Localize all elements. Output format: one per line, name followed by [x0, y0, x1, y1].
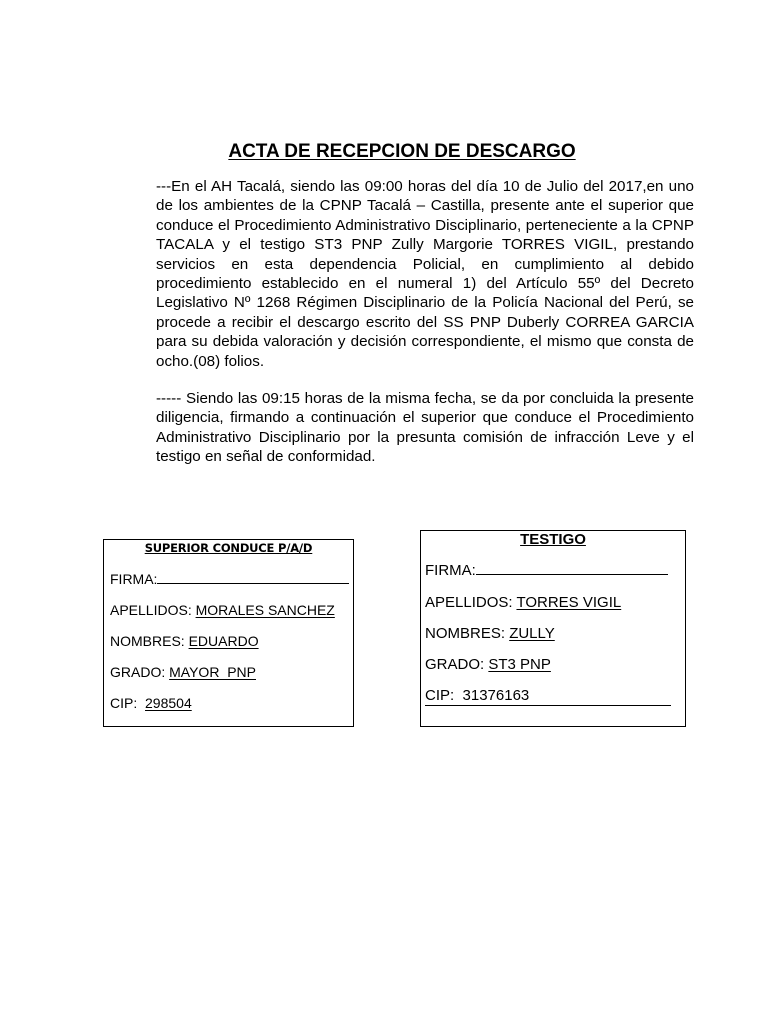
superior-signature-line [157, 582, 349, 584]
superior-nombres-field [110, 633, 259, 649]
superior-grado-label: GRADO: [110, 664, 166, 680]
superior-grado-value: MAYOR PNP [169, 664, 256, 680]
testigo-grado-value: ST3 PNP [488, 656, 551, 673]
superior-signature-box [103, 539, 354, 727]
superior-heading: SUPERIOR CONDUCE P/A/D [144, 541, 313, 555]
superior-apellidos-value: MORALES SANCHEZ [195, 602, 335, 618]
document-title: ACTA DE RECEPCION DE DESCARGO [228, 141, 576, 162]
testigo-cip-field [425, 687, 671, 706]
testigo-firma-field [425, 562, 668, 579]
superior-firma-label: FIRMA: [110, 571, 158, 587]
testigo-cip-underline [425, 687, 671, 706]
testigo-signature-line [476, 573, 668, 575]
testigo-nombres-value: ZULLY [509, 625, 555, 642]
superior-apellidos-field [110, 602, 335, 618]
testigo-cip-value: 31376163 [462, 687, 530, 704]
testigo-nombres-field [425, 625, 555, 642]
testigo-cip-label: CIP: [425, 687, 455, 704]
testigo-apellidos-field [425, 594, 621, 611]
testigo-grado-field [425, 656, 551, 673]
superior-nombres-label: NOMBRES: [110, 633, 185, 649]
paragraph-conclusion: ----- Siendo las 09:15 horas de la misma fecha, se da por concluida la presente diligencia, firmando a continuación el superior que conduce el Procedimiento Administrativo Disciplinario por la presunta comisión de infracción Leve y el testigo en señal de conformidad. [156, 390, 694, 466]
superior-apellidos-label: APELLIDOS: [110, 602, 192, 618]
paragraph-reception: ---En el AH Tacalá, siendo las 09:00 horas del día 10 de Julio del 2017,en uno de los ambientes de la CPNP Tacalá – Castilla, presente ante el superior que conduce el Procedimiento Administrativo Disciplinario, perteneciente a la CPNP TACALA y el testigo ST3 PNP Zully Margorie TORRES VIGIL, prestando servicios en esta dependencia Policial, en cumplimiento al debido procedimiento establecido en el numeral 1) del Artículo 55º del Decreto Legislativo Nº 1268 Régimen Disciplinario de la Policía Nacional del Perú, se procede a recibir el descargo escrito del SS PNP Duberly CORREA GARCIA para su debida valoración y decisión correspondiente, el mismo que consta de ocho.(08) folios. [156, 178, 694, 370]
superior-cip-label: CIP: [110, 695, 138, 711]
superior-cip-value: 298504 [145, 695, 192, 711]
superior-firma-field [110, 571, 349, 587]
superior-nombres-value: EDUARDO [188, 633, 259, 649]
testigo-signature-box [420, 530, 686, 727]
testigo-firma-label: FIRMA: [425, 562, 476, 579]
testigo-nombres-label: NOMBRES: [425, 625, 506, 642]
testigo-apellidos-label: APELLIDOS: [425, 594, 513, 611]
testigo-heading: TESTIGO [520, 531, 586, 548]
testigo-grado-label: GRADO: [425, 656, 485, 673]
testigo-apellidos-value: TORRES VIGIL [516, 594, 622, 611]
superior-cip-field [110, 695, 192, 711]
superior-grado-field [110, 664, 256, 680]
